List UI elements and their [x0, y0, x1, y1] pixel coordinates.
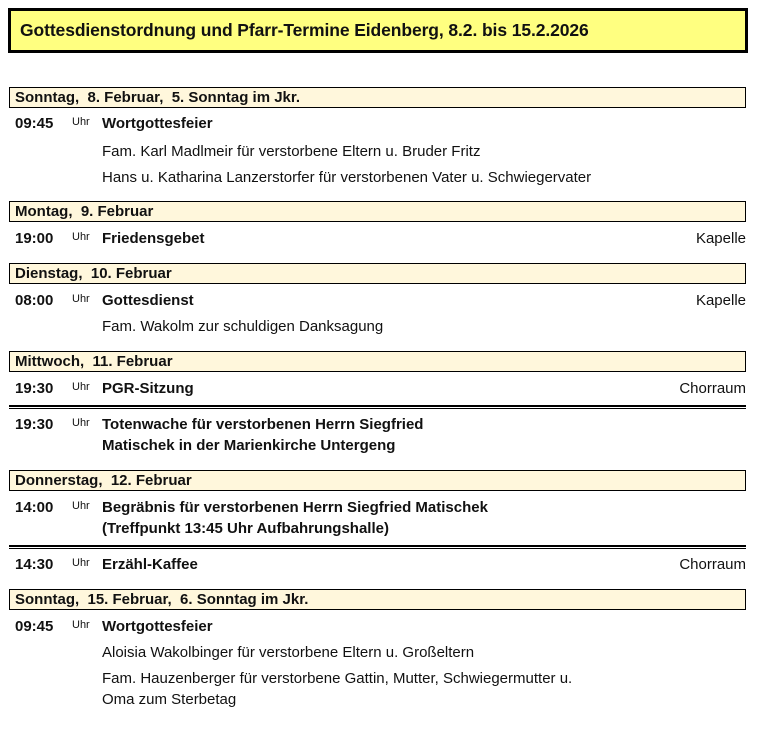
event-row: [0, 618, 759, 640]
event-title: Erzähl-Kaffee: [102, 556, 198, 573]
day-label: Donnerstag, 12. Februar: [15, 472, 192, 489]
event-location: Kapelle: [695, 292, 746, 309]
event-note: Fam. Karl Madlmeir für verstorbene Eltern u. Bruder Fritz: [102, 143, 481, 160]
uhr-label: Uhr: [72, 231, 90, 243]
uhr-label: Uhr: [72, 116, 90, 128]
event-separator: [9, 545, 746, 549]
day-header-sonntag-15: [9, 589, 746, 610]
event-time: 08:00: [15, 292, 54, 309]
event-note: Fam. Hauzenberger für verstorbene Gattin, Mutter, Schwiegermutter u.: [102, 670, 573, 687]
event-note: Hans u. Katharina Lanzerstorfer für verstorbenen Vater u. Schwiegervater: [102, 169, 592, 186]
uhr-label: Uhr: [72, 619, 90, 631]
event-row: [0, 115, 759, 137]
event-separator: [9, 405, 746, 409]
event-title: Gottesdienst: [102, 292, 194, 309]
day-label: Sonntag, 15. Februar, 6. Sonntag im Jkr.: [15, 591, 309, 608]
event-time: 14:30: [15, 556, 54, 573]
event-title: Wortgottesfeier: [102, 115, 213, 132]
event-title-continued: Matischek in der Marienkirche Untergeng: [102, 437, 396, 454]
event-note: Fam. Wakolm zur schuldigen Danksagung: [102, 318, 384, 335]
event-row: [0, 499, 759, 521]
event-row: [0, 556, 759, 578]
day-label: Dienstag, 10. Februar: [15, 265, 172, 282]
event-time: 19:30: [15, 416, 54, 433]
event-row: [0, 230, 759, 252]
day-header-dienstag-10: [9, 263, 746, 284]
day-header-sonntag-8: [9, 87, 746, 108]
event-location: Chorraum: [679, 556, 746, 573]
document-title-box: [8, 8, 748, 53]
event-title-continued: (Treffpunkt 13:45 Uhr Aufbahrungshalle): [102, 520, 389, 537]
day-label: Montag, 9. Februar: [15, 203, 154, 220]
event-row: [0, 380, 759, 402]
day-header-montag-9: [9, 201, 746, 222]
uhr-label: Uhr: [72, 500, 90, 512]
event-time: 09:45: [15, 618, 54, 635]
event-note: Aloisia Wakolbinger für verstorbene Eltern u. Großeltern: [102, 644, 475, 661]
day-label: Mittwoch, 11. Februar: [15, 353, 173, 370]
day-header-donnerstag-12: [9, 470, 746, 491]
event-time: 19:00: [15, 230, 54, 247]
uhr-label: Uhr: [72, 293, 90, 305]
event-note: Oma zum Sterbetag: [102, 691, 237, 708]
event-location: Kapelle: [695, 230, 746, 247]
uhr-label: Uhr: [72, 417, 90, 429]
event-title: Wortgottesfeier: [102, 618, 213, 635]
event-row: [0, 292, 759, 314]
event-time: 09:45: [15, 115, 54, 132]
event-title: Totenwache für verstorbenen Herrn Siegfried: [102, 416, 424, 433]
day-header-mittwoch-11: [9, 351, 746, 372]
event-location: Chorraum: [679, 380, 746, 397]
uhr-label: Uhr: [72, 557, 90, 569]
event-title: Friedensgebet: [102, 230, 205, 247]
uhr-label: Uhr: [72, 381, 90, 393]
event-title: PGR-Sitzung: [102, 380, 194, 397]
event-time: 19:30: [15, 380, 54, 397]
day-label: Sonntag, 8. Februar, 5. Sonntag im Jkr.: [15, 89, 301, 106]
event-time: 14:00: [15, 499, 54, 516]
event-title: Begräbnis für verstorbenen Herrn Siegfried Matischek: [102, 499, 488, 516]
event-row: [0, 416, 759, 438]
document-title: Gottesdienstordnung und Pfarr-Termine Eidenberg, 8.2. bis 15.2.2026: [20, 20, 589, 40]
